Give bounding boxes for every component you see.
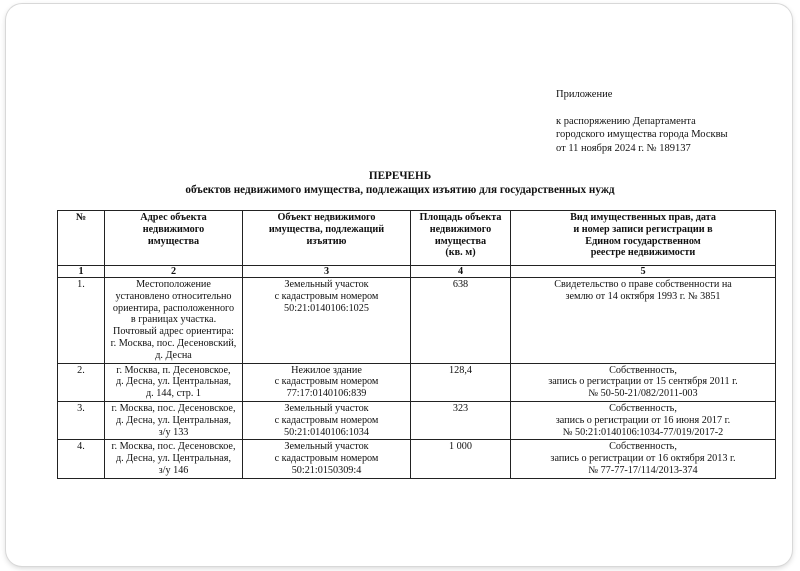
column-number: 4 [411, 266, 511, 278]
table-row [58, 401, 776, 439]
row-rights: Собственность, запись о регистрации от 15 сентября 2011 г. № 50-50-21/082/2011-003 [511, 363, 776, 401]
title-heading: ПЕРЕЧЕНЬ [368, 170, 432, 182]
row-object: Земельный участок с кадастровым номером 50:21:0140106:1034 [243, 401, 411, 439]
column-number: 5 [511, 266, 776, 278]
row-address: Местоположение установлено относительно ориентира, расположенного в границах участка. Почтовый адрес ориентира: г. Москва, пос. Десеновский, д. Десна [105, 278, 243, 364]
row-rights: Свидетельство о праве собственности на землю от 14 октября 1993 г. № 3851 [511, 278, 776, 364]
document-title [0, 169, 800, 197]
row-object: Земельный участок с кадастровым номером 50:21:0140106:1025 [243, 278, 411, 364]
appendix-label: Приложение [556, 89, 613, 100]
appendix-line: городского имущества города Москвы [556, 129, 728, 140]
row-area: 1 000 [411, 440, 511, 478]
table-header-row [58, 211, 776, 266]
property-table [57, 210, 776, 479]
appendix-block [556, 88, 728, 155]
header-area: Площадь объекта недвижимого имущества (кв. м) [411, 211, 511, 266]
row-object: Земельный участок с кадастровым номером 50:21:0150309:4 [243, 440, 411, 478]
header-object: Объект недвижимого имущества, подлежащий изъятию [243, 211, 411, 266]
table-row [58, 440, 776, 478]
column-number: 2 [105, 266, 243, 278]
table-row [58, 363, 776, 401]
row-number: 1. [58, 278, 105, 364]
header-rights: Вид имущественных прав, дата и номер записи регистрации в Едином государственном реестре недвижимости [511, 211, 776, 266]
row-address: г. Москва, пос. Десеновское, д. Десна, ул. Центральная, з/у 133 [105, 401, 243, 439]
row-object: Нежилое здание с кадастровым номером 77:17:0140106:839 [243, 363, 411, 401]
row-area: 323 [411, 401, 511, 439]
title-subheading: объектов недвижимого имущества, подлежащих изъятию для государственных нужд [185, 184, 615, 196]
row-area: 128,4 [411, 363, 511, 401]
row-rights: Собственность, запись о регистрации от 16 октября 2013 г. № 77-77-17/114/2013-374 [511, 440, 776, 478]
table-row [58, 278, 776, 364]
row-address: г. Москва, пос. Десеновское, д. Десна, ул. Центральная, з/у 146 [105, 440, 243, 478]
row-number: 2. [58, 363, 105, 401]
appendix-line: к распоряжению Департамента [556, 115, 696, 127]
column-number: 1 [58, 266, 105, 278]
header-number: № [58, 211, 105, 266]
header-address: Адрес объекта недвижимого имущества [105, 211, 243, 266]
row-number: 3. [58, 401, 105, 439]
row-number: 4. [58, 440, 105, 478]
row-area: 638 [411, 278, 511, 364]
row-rights: Собственность, запись о регистрации от 16 июня 2017 г. № 50:21:0140106:1034-77/019/2017-2 [511, 401, 776, 439]
row-address: г. Москва, п. Десеновское, д. Десна, ул. Центральная, д. 144, стр. 1 [105, 363, 243, 401]
column-number: 3 [243, 266, 411, 278]
column-number-row [58, 266, 776, 278]
appendix-line: от 11 ноября 2024 г. № 189137 [556, 142, 691, 154]
appendix-spacer [556, 102, 728, 115]
